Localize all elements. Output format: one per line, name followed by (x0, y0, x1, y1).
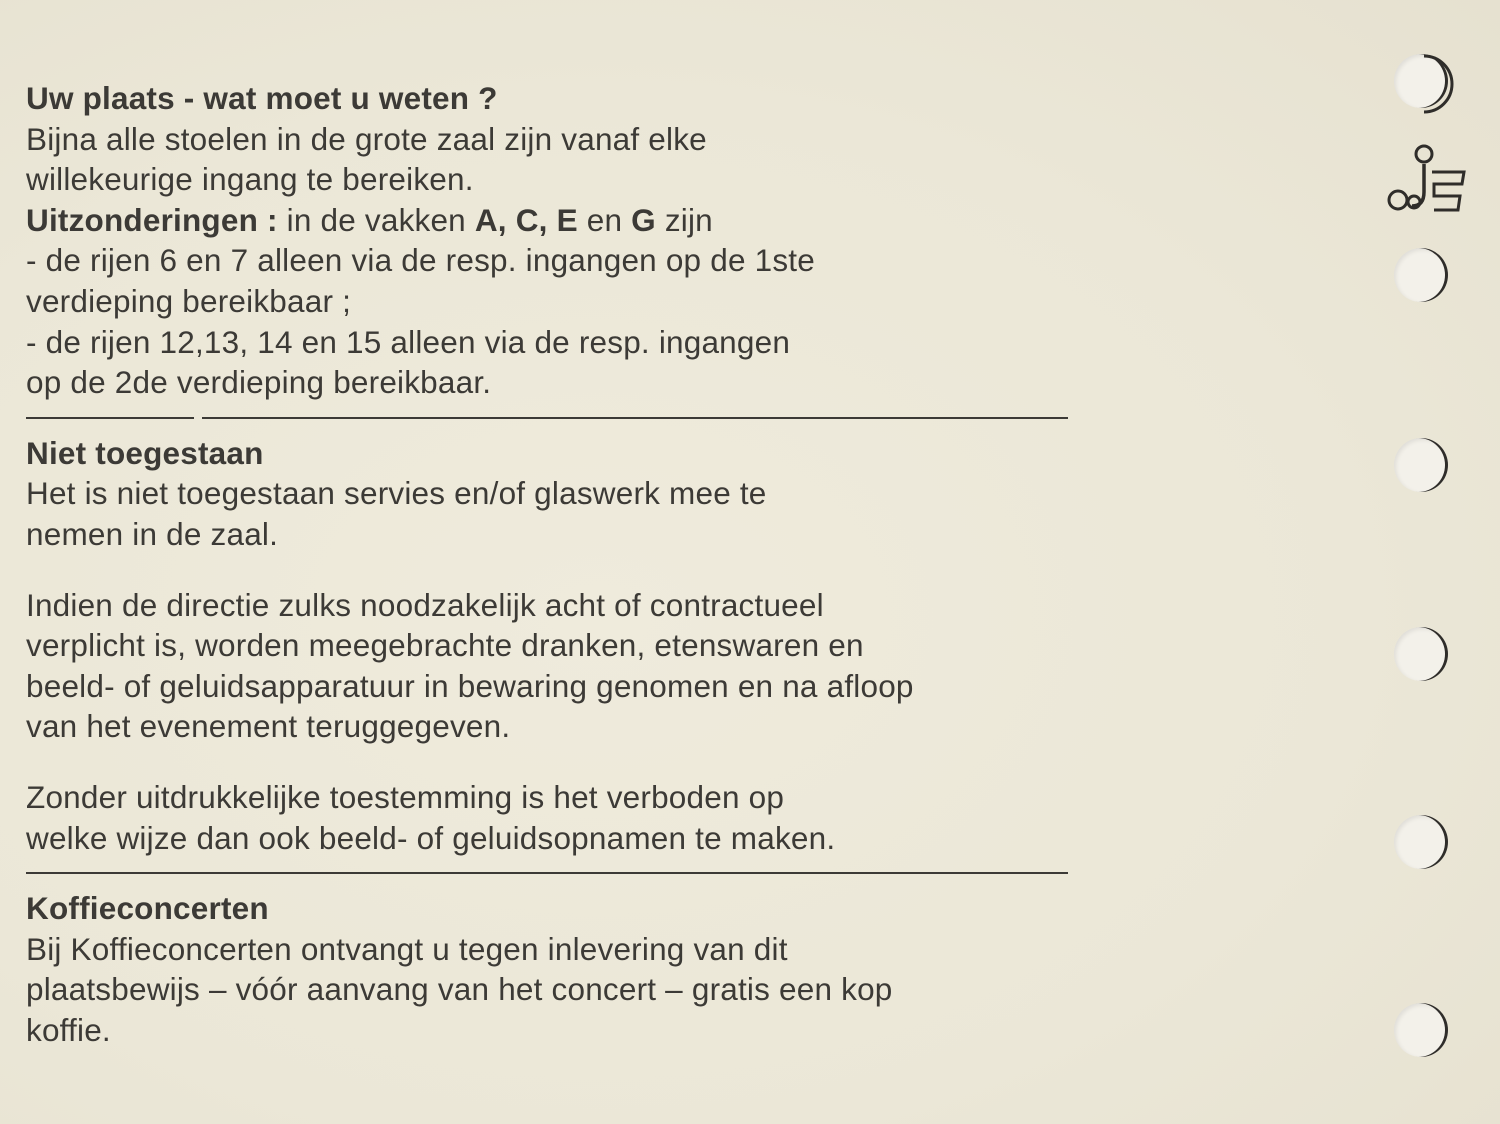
exceptions-pre: in de vakken (277, 201, 475, 238)
niet-p2-line-4: van het evenement teruggegeven. (26, 708, 511, 745)
divider-1 (26, 417, 1071, 419)
rule-1-line-a: - de rijen 6 en 7 alleen via de resp. ingangen op de 1ste (26, 242, 815, 279)
section-title-koffie: Koffieconcerten (26, 890, 269, 927)
exceptions-line (26, 200, 1071, 241)
niet-p1-line-2: nemen in de zaal. (26, 515, 279, 552)
niet-p2-line-2: verplicht is, worden meegebrachte dranken, etenswaren en (26, 627, 864, 664)
niet-p2-line-1: Indien de directie zulks noodzakelijk acht of contractueel (26, 586, 824, 623)
section-title-plaats: Uw plaats - wat moet u weten ? (26, 80, 498, 116)
hole-outline-icon (1418, 52, 1468, 116)
niet-p3-line-1: Zonder uitdrukkelijke toestemming is het verboden op (26, 778, 785, 815)
koffie-line-1: Bij Koffieconcerten ontvangt u tegen inlevering van dit (26, 930, 788, 967)
vak-g: G (631, 201, 656, 238)
plaats-line-1: Bijna alle stoelen in de grote zaal zijn vanaf elke (26, 120, 707, 157)
ticket-text (26, 78, 1071, 1050)
plaats-line-2: willekeurige ingang te bereiken. (26, 161, 474, 198)
punch-hole-icon (1394, 248, 1448, 302)
punch-hole-icon (1394, 438, 1448, 492)
niet-p2-line-3: beeld- of geluidsapparatuur in bewaring genomen en na afloop (26, 667, 914, 704)
vak-e: E (556, 201, 578, 238)
divider-2 (26, 872, 1071, 874)
rule-2-line-b: op de 2de verdieping bereikbaar. (26, 364, 492, 401)
zijn-word: zijn (664, 201, 713, 238)
niet-p3-line-2: welke wijze dan ook beeld- of geluidsopnamen te maken. (26, 819, 836, 856)
koffie-line-3: koffie. (26, 1011, 111, 1048)
punch-hole-icon (1394, 627, 1448, 681)
accessibility-logo-icon (1384, 142, 1474, 222)
vak-a: A, (474, 201, 507, 238)
en-word: en (586, 201, 623, 238)
punch-hole-icon (1394, 1003, 1448, 1057)
koffie-line-2: plaatsbewijs – vóór aanvang van het concert – gratis een kop (26, 971, 893, 1008)
punch-hole-icon (1394, 815, 1448, 869)
section-title-niet-toegestaan: Niet toegestaan (26, 434, 264, 471)
vak-c: C, (515, 201, 548, 238)
niet-p1-line-1: Het is niet toegestaan servies en/of glaswerk mee te (26, 475, 767, 512)
rule-2-line-a: - de rijen 12,13, 14 en 15 alleen via de resp. ingangen (26, 323, 791, 360)
exceptions-label: Uitzonderingen : (26, 201, 278, 238)
rule-1-line-b: verdieping bereikbaar ; (26, 282, 352, 319)
